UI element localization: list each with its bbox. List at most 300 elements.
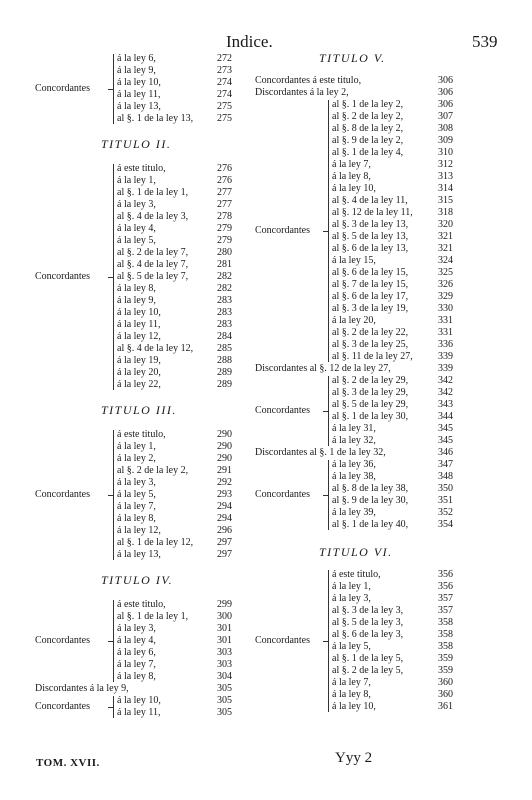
entry-text: á la ley 7, — [332, 677, 371, 688]
page-ref: 301 — [217, 623, 232, 634]
concordance-group — [35, 599, 260, 683]
index-entry — [117, 187, 241, 199]
entry-text: á la ley 5, — [117, 235, 156, 246]
index-entry — [117, 513, 241, 525]
page-ref: 282 — [217, 283, 232, 294]
left-column — [35, 53, 260, 719]
index-entry — [117, 465, 241, 477]
index-line — [255, 75, 470, 87]
page-ref: 357 — [438, 605, 453, 616]
index-entry — [332, 593, 462, 605]
page-ref: 343 — [438, 399, 453, 410]
entry-text: á la ley 9, — [117, 295, 156, 306]
entry-text: al §. 7 de la ley 15, — [332, 279, 409, 290]
page-ref: 339 — [438, 351, 453, 362]
volume-label: TOM. XVII. — [36, 757, 100, 769]
entry-text: á la ley 7, — [332, 159, 371, 170]
page-ref: 277 — [217, 199, 232, 210]
index-entry — [332, 689, 462, 701]
entry-text: á la ley 8, — [332, 171, 371, 182]
concordance-group — [255, 459, 470, 531]
page-ref: 290 — [217, 429, 232, 440]
page-ref: 281 — [217, 259, 232, 270]
entry-text: á este titulo, — [332, 569, 381, 580]
page-ref: 347 — [438, 459, 453, 470]
index-entry — [117, 671, 241, 683]
entry-text: al §. 1 de la ley 1, — [117, 611, 189, 622]
page-ref: 283 — [217, 295, 232, 306]
index-entry — [117, 271, 241, 283]
index-entry — [117, 489, 241, 501]
index-entry — [332, 569, 462, 581]
page-ref: 320 — [438, 219, 453, 230]
brace-tip — [323, 231, 328, 232]
entry-text: al §. 5 de la ley 3, — [332, 617, 404, 628]
index-entry — [117, 77, 241, 89]
entry-text: á la ley 15, — [332, 255, 376, 266]
concordance-group — [255, 569, 470, 713]
index-entry — [332, 195, 462, 207]
index-entry — [332, 459, 462, 471]
page-ref: 342 — [438, 375, 453, 386]
page-ref: 331 — [438, 315, 453, 326]
index-entry — [332, 219, 462, 231]
entry-text: á la ley 10, — [332, 183, 376, 194]
index-entry — [332, 291, 462, 303]
page-ref: 303 — [217, 659, 232, 670]
entry-text: á la ley 31, — [332, 423, 376, 434]
index-entry — [117, 599, 241, 611]
index-entry — [332, 483, 462, 495]
index-entry — [117, 477, 241, 489]
index-entry — [332, 435, 462, 447]
right-column — [255, 51, 470, 713]
index-entry — [332, 665, 462, 677]
entry-text: á la ley 10, — [332, 701, 376, 712]
index-entry — [117, 211, 241, 223]
page-ref: 290 — [217, 453, 232, 464]
concordance-group — [35, 429, 260, 561]
page-ref: 306 — [438, 87, 453, 98]
index-entry — [117, 441, 241, 453]
section-heading: TITULO VI. — [319, 545, 393, 559]
page-ref: 360 — [438, 677, 453, 688]
entry-text: á la ley 8, — [117, 283, 156, 294]
brace-tip — [108, 89, 113, 90]
page-ref: 358 — [438, 629, 453, 640]
page-ref: 278 — [217, 211, 232, 222]
page-ref: 352 — [438, 507, 453, 518]
entry-text: á la ley 3, — [117, 477, 156, 488]
entry-text: al §. 8 de la ley 38, — [332, 483, 409, 494]
entry-text: al §. 5 de la ley 13, — [332, 231, 409, 242]
index-entry — [117, 163, 241, 175]
page-ref: 284 — [217, 331, 232, 342]
entry-text: al §. 6 de la ley 13, — [332, 243, 409, 254]
index-entry — [332, 653, 462, 665]
page-ref: 277 — [217, 187, 232, 198]
index-entry — [117, 429, 241, 441]
entry-text: al §. 1 de la ley 13, — [117, 113, 194, 124]
index-entry — [332, 423, 462, 435]
entry-text: á la ley 11, — [117, 707, 161, 718]
running-title: Indice. — [226, 32, 273, 51]
page-ref: 356 — [438, 581, 453, 592]
page-ref: 279 — [217, 235, 232, 246]
index-entry — [117, 199, 241, 211]
entry-text: Discordantes al §. 12 de la ley 27, — [255, 363, 391, 374]
entry-text: al §. 2 de la ley 2, — [117, 465, 189, 476]
page-ref: 309 — [438, 135, 453, 146]
page-ref: 305 — [217, 695, 232, 706]
index-entry — [332, 701, 462, 713]
group-label: Concordantes — [35, 701, 90, 712]
index-entry — [332, 147, 462, 159]
page-ref: 305 — [217, 707, 232, 718]
entry-text: al §. 6 de la ley 3, — [332, 629, 404, 640]
entry-text: al §. 1 de la ley 12, — [117, 537, 194, 548]
concordance-group — [35, 163, 260, 391]
index-entry — [332, 327, 462, 339]
index-entry — [332, 641, 462, 653]
page-ref: 279 — [217, 223, 232, 234]
entry-text: al §. 4 de la ley 11, — [332, 195, 408, 206]
index-line — [255, 447, 470, 459]
index-entry — [332, 135, 462, 147]
entry-text: al §. 8 de la ley 2, — [332, 123, 404, 134]
page-ref: 273 — [217, 65, 232, 76]
brace-tip — [323, 411, 328, 412]
entry-text: á la ley 10, — [117, 77, 161, 88]
entry-text: al §. 9 de la ley 2, — [332, 135, 404, 146]
page-ref: 325 — [438, 267, 453, 278]
entry-text: al §. 3 de la ley 25, — [332, 339, 409, 350]
page-ref: 300 — [217, 611, 232, 622]
index-entry — [117, 247, 241, 259]
page-ref: 293 — [217, 489, 232, 500]
index-entry — [117, 367, 241, 379]
page-ref: 280 — [217, 247, 232, 258]
page-ref: 339 — [438, 363, 453, 374]
index-entry — [332, 207, 462, 219]
entry-text: al §. 1 de la ley 5, — [332, 653, 404, 664]
entry-text: á la ley 6, — [117, 647, 156, 658]
page-ref: 330 — [438, 303, 453, 314]
index-entry — [117, 635, 241, 647]
brace-tip — [108, 495, 113, 496]
page-ref: 358 — [438, 641, 453, 652]
page-ref: 356 — [438, 569, 453, 580]
index-entry — [117, 659, 241, 671]
page-ref: 272 — [217, 53, 232, 64]
index-entry — [117, 707, 241, 719]
entry-text: al §. 2 de la ley 2, — [332, 111, 404, 122]
entry-text: á la ley 11, — [117, 319, 161, 330]
entry-text: á la ley 8, — [332, 689, 371, 700]
page-ref: 312 — [438, 159, 453, 170]
page-ref: 306 — [438, 75, 453, 86]
entry-text: á la ley 32, — [332, 435, 376, 446]
entry-text: á la ley 8, — [117, 513, 156, 524]
index-entry — [117, 235, 241, 247]
page-ref: 313 — [438, 171, 453, 182]
page-ref: 359 — [438, 653, 453, 664]
entry-text: á la ley 10, — [117, 695, 161, 706]
entry-text: Concordantes á este titulo, — [255, 75, 362, 86]
entry-text: á la ley 1, — [117, 175, 156, 186]
entry-text: al §. 2 de la ley 5, — [332, 665, 404, 676]
entry-text: al §. 3 de la ley 29, — [332, 387, 409, 398]
index-entry — [332, 471, 462, 483]
page-ref: 314 — [438, 183, 453, 194]
index-entry — [117, 549, 241, 561]
entry-text: á la ley 11, — [117, 89, 161, 100]
page-ref: 276 — [217, 175, 232, 186]
page-ref: 315 — [438, 195, 453, 206]
index-entry — [117, 295, 241, 307]
section-heading: TITULO IV. — [101, 573, 174, 587]
page-ref: 290 — [217, 441, 232, 452]
entry-text: á la ley 13, — [117, 549, 161, 560]
entry-text: á este titulo, — [117, 599, 166, 610]
entry-text: á la ley 12, — [117, 525, 161, 536]
section-heading: TITULO V. — [319, 51, 386, 65]
entry-text: á la ley 20, — [332, 315, 376, 326]
entry-text: á la ley 8, — [117, 671, 156, 682]
index-entry — [332, 231, 462, 243]
page-ref: 305 — [217, 683, 232, 694]
page-ref: 306 — [438, 99, 453, 110]
page-number: 539 — [472, 32, 498, 51]
index-line — [255, 363, 470, 375]
entry-text: á la ley 9, — [117, 65, 156, 76]
page-ref: 331 — [438, 327, 453, 338]
index-entry — [332, 411, 462, 423]
index-entry — [332, 183, 462, 195]
index-entry — [117, 647, 241, 659]
index-entry — [332, 507, 462, 519]
page-ref: 324 — [438, 255, 453, 266]
entry-text: á la ley 5, — [117, 489, 156, 500]
index-entry — [117, 259, 241, 271]
index-entry — [117, 101, 241, 113]
entry-text: al §. 4 de la ley 12, — [117, 343, 194, 354]
entry-text: á la ley 7, — [117, 501, 156, 512]
index-entry — [117, 453, 241, 465]
page-ref: 289 — [217, 379, 232, 390]
index-entry — [117, 113, 241, 125]
page-ref: 303 — [217, 647, 232, 658]
entry-text: Discordantes al §. 1 de la ley 32, — [255, 447, 386, 458]
entry-text: á este titulo, — [117, 429, 166, 440]
page-ref: 350 — [438, 483, 453, 494]
page-ref: 288 — [217, 355, 232, 366]
index-entry — [117, 175, 241, 187]
index-entry — [332, 171, 462, 183]
page-ref: 321 — [438, 243, 453, 254]
page-ref: 275 — [217, 101, 232, 112]
page-ref: 329 — [438, 291, 453, 302]
index-entry — [117, 283, 241, 295]
entry-text: Discordantes á la ley 2, — [255, 87, 349, 98]
page-ref: 292 — [217, 477, 232, 488]
entry-text: á la ley 1, — [332, 581, 371, 592]
entry-text: á la ley 4, — [117, 223, 156, 234]
page-ref: 359 — [438, 665, 453, 676]
entry-text: á la ley 38, — [332, 471, 376, 482]
index-entry — [332, 279, 462, 291]
page-ref: 274 — [217, 77, 232, 88]
group-label: Concordantes — [35, 635, 90, 646]
page-ref: 358 — [438, 617, 453, 628]
page-ref: 297 — [217, 537, 232, 548]
page-ref: 310 — [438, 147, 453, 158]
brace-tip — [323, 495, 328, 496]
index-entry — [332, 267, 462, 279]
page-ref: 274 — [217, 89, 232, 100]
entry-text: al §. 6 de la ley 15, — [332, 267, 409, 278]
group-label: Concordantes — [35, 489, 90, 500]
index-entry — [117, 379, 241, 391]
page-ref: 345 — [438, 423, 453, 434]
index-entry — [117, 331, 241, 343]
index-entry — [332, 677, 462, 689]
entry-text: á la ley 3, — [117, 199, 156, 210]
entry-text: al §. 9 de la ley 30, — [332, 495, 409, 506]
entry-text: á este titulo, — [117, 163, 166, 174]
entry-text: á la ley 3, — [332, 593, 371, 604]
entry-text: al §. 1 de la ley 2, — [332, 99, 404, 110]
index-entry — [117, 611, 241, 623]
page-ref: 296 — [217, 525, 232, 536]
page-ref: 283 — [217, 319, 232, 330]
page-ref: 275 — [217, 113, 232, 124]
group-label: Concordantes — [35, 83, 90, 94]
index-entry — [117, 525, 241, 537]
concordance-group — [35, 695, 260, 719]
page-ref: 283 — [217, 307, 232, 318]
page-ref: 307 — [438, 111, 453, 122]
index-entry — [332, 629, 462, 641]
entry-text: á la ley 10, — [117, 307, 161, 318]
entry-text: al §. 5 de la ley 29, — [332, 399, 409, 410]
brace-tip — [108, 277, 113, 278]
index-line — [255, 87, 470, 99]
concordance-group — [35, 53, 260, 125]
index-entry — [117, 343, 241, 355]
concordance-group — [255, 99, 470, 363]
index-entry — [117, 223, 241, 235]
page-ref: 297 — [217, 549, 232, 560]
index-entry — [332, 243, 462, 255]
page-ref: 348 — [438, 471, 453, 482]
page-ref: 342 — [438, 387, 453, 398]
index-entry — [332, 387, 462, 399]
index-entry — [332, 303, 462, 315]
page-ref: 361 — [438, 701, 453, 712]
entry-text: á la ley 19, — [117, 355, 161, 366]
entry-text: al §. 11 de la ley 27, — [332, 351, 413, 362]
section-heading: TITULO II. — [101, 137, 172, 151]
entry-text: al §. 12 de la ley 11, — [332, 207, 413, 218]
index-entry — [117, 695, 241, 707]
group-label: Concordantes — [255, 225, 310, 236]
group-label: Concordantes — [35, 271, 90, 282]
index-entry — [117, 89, 241, 101]
entry-text: á la ley 1, — [117, 441, 156, 452]
page-ref: 291 — [217, 465, 232, 476]
page-ref: 345 — [438, 435, 453, 446]
index-entry — [332, 617, 462, 629]
index-entry — [332, 375, 462, 387]
index-entry — [117, 319, 241, 331]
section-heading: TITULO III. — [101, 403, 177, 417]
page-ref: 344 — [438, 411, 453, 422]
index-entry — [332, 315, 462, 327]
index-entry — [117, 623, 241, 635]
index-entry — [117, 307, 241, 319]
page-ref: 301 — [217, 635, 232, 646]
entry-text: al §. 1 de la ley 1, — [117, 187, 189, 198]
index-entry — [332, 339, 462, 351]
page-ref: 351 — [438, 495, 453, 506]
index-entry — [117, 355, 241, 367]
page-ref: 321 — [438, 231, 453, 242]
index-entry — [117, 53, 241, 65]
entry-text: al §. 3 de la ley 3, — [332, 605, 404, 616]
page-ref: 318 — [438, 207, 453, 218]
entry-text: al §. 4 de la ley 7, — [117, 259, 189, 270]
index-entry — [332, 605, 462, 617]
entry-text: á la ley 39, — [332, 507, 376, 518]
brace-tip — [108, 707, 113, 708]
page-ref: 289 — [217, 367, 232, 378]
page-ref: 360 — [438, 689, 453, 700]
entry-text: Discordantes á la ley 9, — [35, 683, 129, 694]
page-ref: 357 — [438, 593, 453, 604]
page-ref: 276 — [217, 163, 232, 174]
page-ref: 294 — [217, 501, 232, 512]
page-ref: 326 — [438, 279, 453, 290]
concordance-group — [255, 375, 470, 447]
entry-text: al §. 1 de la ley 30, — [332, 411, 409, 422]
index-entry — [332, 255, 462, 267]
index-entry — [332, 519, 462, 531]
entry-text: al §. 2 de la ley 22, — [332, 327, 409, 338]
page-ref: 346 — [438, 447, 453, 458]
group-label: Concordantes — [255, 489, 310, 500]
entry-text: al §. 1 de la ley 40, — [332, 519, 409, 530]
brace-tip — [323, 641, 328, 642]
entry-text: al §. 6 de la ley 17, — [332, 291, 409, 302]
index-entry — [117, 65, 241, 77]
page-ref: 304 — [217, 671, 232, 682]
entry-text: á la ley 12, — [117, 331, 161, 342]
group-label: Concordantes — [255, 405, 310, 416]
entry-text: á la ley 13, — [117, 101, 161, 112]
page-ref: 354 — [438, 519, 453, 530]
brace-tip — [108, 641, 113, 642]
group-label: Concordantes — [255, 635, 310, 646]
entry-text: al §. 3 de la ley 13, — [332, 219, 409, 230]
page-ref: 285 — [217, 343, 232, 354]
entry-text: á la ley 6, — [117, 53, 156, 64]
index-entry — [332, 581, 462, 593]
entry-text: al §. 4 de la ley 3, — [117, 211, 189, 222]
index-entry — [332, 399, 462, 411]
index-line — [35, 683, 260, 695]
page-ref: 308 — [438, 123, 453, 134]
